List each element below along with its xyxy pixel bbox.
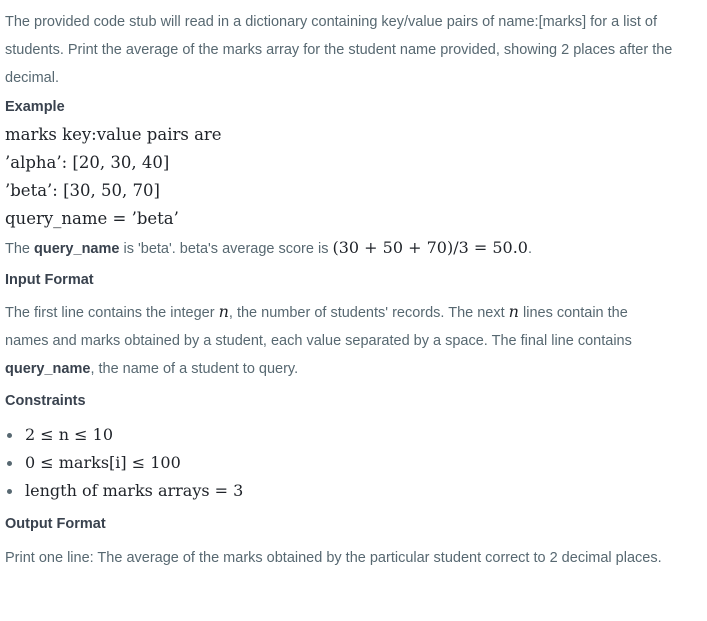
constraint-item: 2 ≤ n ≤ 10	[5, 421, 707, 449]
input-format-part-3: lines contain the names and marks obtained by a student, each value separated by a space. The final line contains	[5, 305, 632, 349]
example-line-4: query_name = ’beta’	[5, 209, 179, 228]
constraints-heading: Constraints	[5, 393, 86, 409]
explanation-mid: is 'beta'. beta's average score is	[119, 241, 333, 257]
input-format-var-n	[219, 302, 229, 321]
input-format-part-1: The first line contains the integer	[5, 305, 219, 321]
explanation-formula: (30 + 50 + 70)/3 = 50.0	[332, 238, 528, 257]
var-n: n	[218, 302, 229, 321]
example-heading: Example	[5, 99, 65, 115]
constraint-item: length of marks arrays = 3	[5, 477, 707, 505]
input-format-heading: Input Format	[5, 272, 94, 288]
input-format-part-2: , the number of students' records. The next	[228, 305, 509, 321]
output-format-heading: Output Format	[5, 516, 106, 532]
intro-text: The provided code stub will read in a dictionary containing key/value pairs of name:[marks] for a list of students. Print the average of the marks array for the student name provided, showing 2 places after the decimal.	[5, 14, 673, 86]
var-n-2: n	[508, 302, 519, 321]
input-format-var-n-2	[509, 302, 519, 321]
constraint-item: 0 ≤ marks[i] ≤ 100	[5, 449, 707, 477]
example-line-2: ’alpha’: [20, 30, 40]	[5, 153, 170, 172]
constraints-list	[5, 421, 707, 505]
example-line-3: ’beta’: [30, 50, 70]	[5, 181, 160, 200]
explanation-prefix: The	[5, 241, 35, 257]
input-format-query-name: query_name	[5, 361, 91, 377]
example-explanation	[5, 233, 707, 264]
input-format-part-4: , the name of a student to query.	[90, 361, 299, 377]
explanation-query-name: query_name	[34, 241, 120, 257]
example-line-1: marks key:value pairs are	[5, 125, 222, 144]
input-format-text	[5, 298, 675, 383]
explanation-suffix: .	[527, 241, 533, 257]
output-format-text: Print one line: The average of the marks obtained by the particular student correct to 2 decimal places.	[5, 550, 662, 566]
